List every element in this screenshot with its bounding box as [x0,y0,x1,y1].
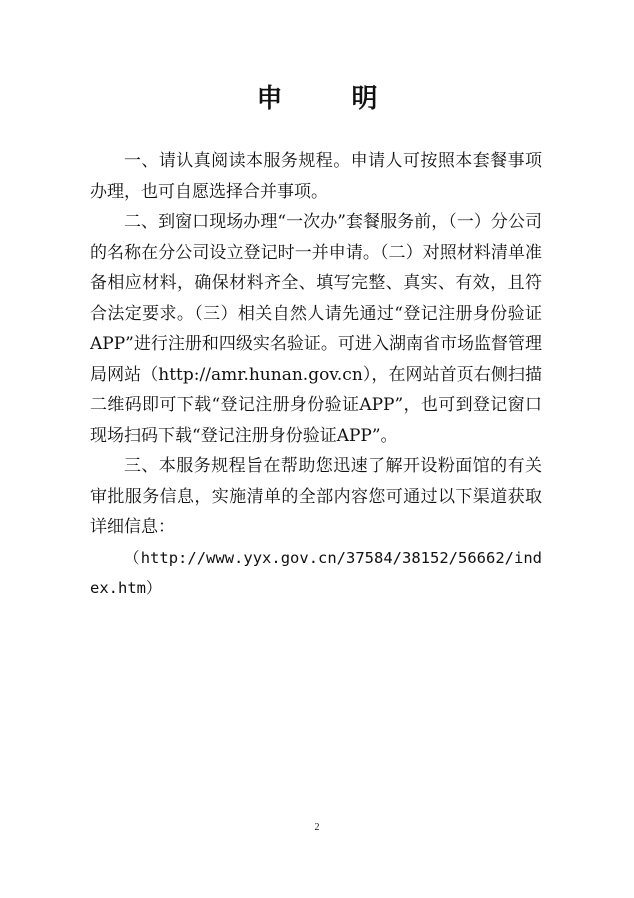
paragraph-3: 三、本服务规程旨在帮助您迅速了解开设粉面馆的有关审批服务信息，实施清单的全部内容您可通过以下渠道获取详细信息： [90,456,542,537]
info-url: （http://www.yyx.gov.cn/37584/38152/56662/index.htm） [90,548,542,597]
paragraph-1: 一、请认真阅读本服务规程。申请人可按照本套餐事项办理，也可自愿选择合并事项。 [90,151,542,202]
paragraph-2: 二、到窗口现场办理“一次办”套餐服务前，（一）分公司的名称在分公司设立登记时一并申请。（二）对照材料清单准备相应材料，确保材料齐全、填写完整、真实、有效，且符合法定要求。（三）相关自然人请先通过“登记注册身份验证APP”进行注册和四级实名验证。可进入湖南省市场监督管理局网站（http://amr.hunan.gov.cn），在网站首页右侧扫描二维码即可下载“登记注册身份验证APP”，也可到登记窗口现场扫码下载“登记注册身份验证APP”。 [90,212,542,446]
page-number: 2 [314,822,320,833]
page-title: 申 明 [256,84,408,114]
document-body [90,146,542,604]
